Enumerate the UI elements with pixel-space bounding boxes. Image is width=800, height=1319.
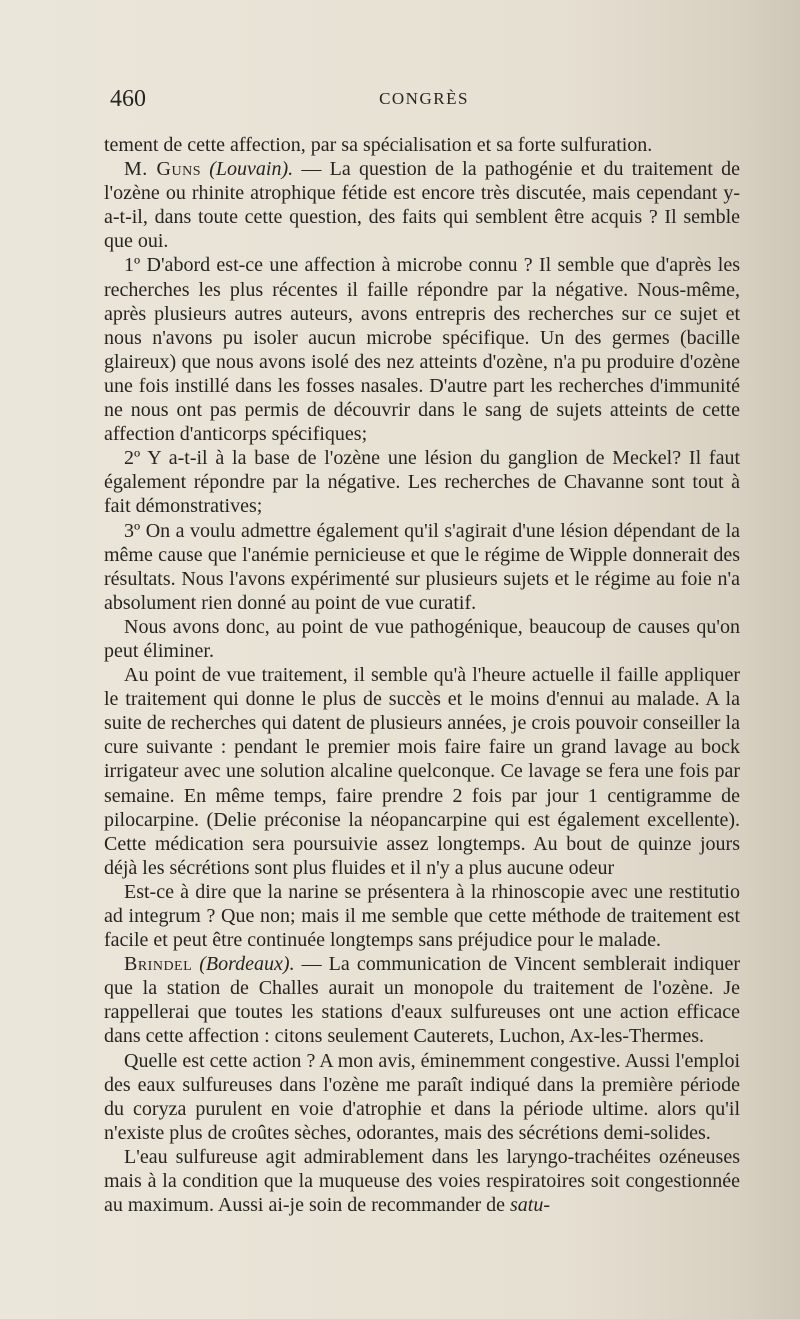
paragraph	[104, 615, 740, 663]
paragraph-text: tement de cette affection, par sa spécialisation et sa forte sulfuration.	[104, 134, 653, 156]
paragraph	[104, 1145, 740, 1217]
paragraph-guns	[104, 157, 740, 253]
paragraph	[104, 133, 740, 157]
speaker-name: M. Guns	[124, 158, 201, 181]
paragraph-text: 2º Y a-t-il à la base de l'ozène une lésion du ganglion de Meckel? Il faut également répondre par la négative. Les recherches de Chavanne sont tout à fait démonstratives;	[104, 447, 740, 518]
paragraph	[104, 663, 740, 880]
running-head	[110, 84, 738, 114]
paragraph-text: L'eau sulfureuse agit admirablement dans les laryngo-trachéites ozéneuses mais à la condition que la muqueuse des voies respiratoires soit congestionnée au maximum. Aussi ai-je soin de recommander de	[104, 1145, 740, 1217]
paragraph	[104, 519, 740, 615]
page-number: 460	[110, 86, 146, 112]
running-title: CONGRÈS	[379, 89, 469, 108]
speaker-place: (Bordeaux).	[199, 953, 295, 976]
hyphenated-word: satu-	[510, 1194, 551, 1217]
paragraph-text: — La communication de Vincent semblerait indiquer que la station de Challes aurait un monopole du traitement de l'ozène. Je rappellerai que toutes les stations d'eaux sulfureuses ont une action efficace dans cette affection : citons seulement Cauterets, Luchon, Ax-les-Thermes.	[104, 953, 741, 1048]
paragraph	[104, 253, 740, 446]
speaker-place: (Louvain).	[209, 158, 294, 181]
paragraph-text: Au point de vue traitement, il semble qu'à l'heure actuelle il faille appliquer le traitement qui donne le plus de succès et le moins d'ennui au malade. A la suite de recherches qui datent de plusieurs années, je crois pouvoir conseiller la cure suivante : pendant le premier mois faire faire un grand lavage au bock irrigateur avec une solution alcaline quelconque. Ce lavage se fera une fois par semaine. En même temps, faire prendre 2 fois par jour 1 centigramme de pilocarpine. (Delie préconise la néopancarpine qui est également excellente). Cette médication sera poursuivie assez longtemps. Au bout de quinze jours déjà les sécrétions sont plus fluides et il n'y a plus aucune odeur	[104, 664, 740, 879]
speaker-name: Brindel	[124, 953, 193, 976]
body-text	[104, 133, 740, 1217]
paragraph-text: 3º On a voulu admettre également qu'il s'agirait d'une lésion dépendant de la même cause que l'anémie pernicieuse et que le régime de Wipple donnerait des résultats. Nous l'avons expérimenté sur plusieurs sujets et le régime au foie n'a absolument rien donné au point de vue curatif.	[104, 519, 740, 614]
paragraph-text: — La question de la pathogénie et du traitement de l'ozène ou rhinite atrophique fétide est encore très discutée, mais cependant y-a-t-il, dans toute cette question, des faits qui semblent être acquis ? Il semble que oui.	[104, 158, 741, 253]
paragraph-text: 1º D'abord est-ce une affection à microbe connu ? Il semble que d'après les recherches les plus récentes il faille répondre par la négative. Nous-même, après plusieurs autres auteurs, avons entrepris des recherches sur ce sujet et nous n'avons pu isoler aucun microbe spécifique. Un des germes (bacille glaireux) que nous avons isolé des nez atteints d'ozène, n'a pu produire d'ozène une fois instillé dans les fosses nasales. D'autre part les recherches d'immunité ne nous ont pas permis de découvrir dans le sang de sujets atteints de cette affection d'anticorps spécifiques;	[104, 254, 740, 446]
paragraph	[104, 446, 740, 518]
paragraph-text: Est-ce à dire que la narine se présentera à la rhinoscopie avec une restitutio ad integrum ? Que non; mais il me semble que cette méthode de traitement est facile et peut être continuée longtemps sans préjudice pour le malade.	[104, 880, 740, 952]
paragraph	[104, 1049, 740, 1145]
paragraph-text: Nous avons donc, au point de vue pathogénique, beaucoup de causes qu'on peut éliminer.	[104, 615, 740, 662]
paragraph	[104, 880, 740, 952]
paragraph-brindel	[104, 952, 740, 1048]
paragraph-text: Quelle est cette action ? A mon avis, éminemment congestive. Aussi l'emploi des eaux sulfureuses dans l'ozène me paraît indiqué dans la première période du coryza purulent en voie d'atrophie et dans la période ultime. alors qu'il n'existe plus de croûtes sèches, odorantes, mais des sécrétions demi-solides.	[104, 1049, 740, 1144]
